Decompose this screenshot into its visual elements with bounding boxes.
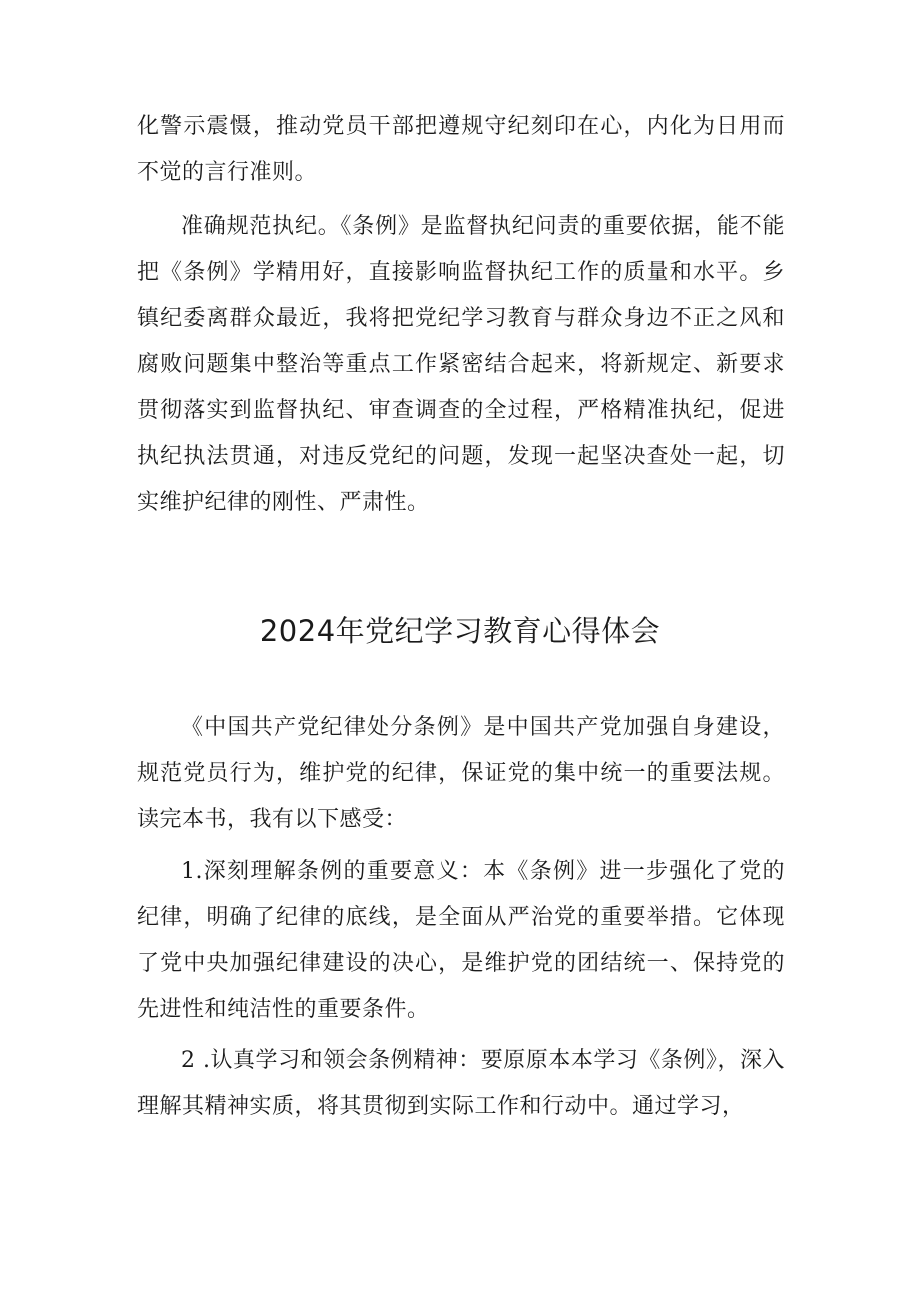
section-paragraph-discipline: 准确规范执纪。《条例》是监督执纪问责的重要依据，能不能把《条例》学精用好，直接影响监督执纪工作的质量和水平。乡镇纪委离群众最近，我将把党纪学习教育与群众身边不正之风和腐败问题集中整治等重点工作紧密结合起来，将新规定、新要求贯彻落实到监督执纪、审查调查的全过程，严格精准执纪，促进执纪执法贯通，对违反党纪的问题，发现一起坚决查处一起，切实维护纪律的刚性、严肃性。 xyxy=(137,214,785,515)
document-title: 2024年党纪学习教育心得体会 xyxy=(259,614,661,648)
continuation-paragraph: 化警示震慑，推动党员干部把遵规守纪刻印在心，内化为日用而不觉的言行准则。 xyxy=(137,114,785,185)
intro-paragraph: 《中国共产党纪律处分条例》是中国共产党加强自身建设，规范党员行为，维护党的纪律，保证党的集中统一的重要法规。读完本书，我有以下感受： xyxy=(137,715,785,832)
point-1-paragraph: 1.深刻理解条例的重要意义：本《条例》进一步强化了党的纪律，明确了纪律的底线，是全面从严治党的重要举措。它体现了党中央加强纪律建设的决心，是维护党的团结统一、保持党的先进性和纯洁性的重要条件。 xyxy=(137,859,785,1022)
point-2-paragraph: 2 .认真学习和领会条例精神：要原原本本学习《条例》，深入理解其精神实质，将其贯彻到实际工作和行动中。通过学习， xyxy=(137,1048,785,1119)
